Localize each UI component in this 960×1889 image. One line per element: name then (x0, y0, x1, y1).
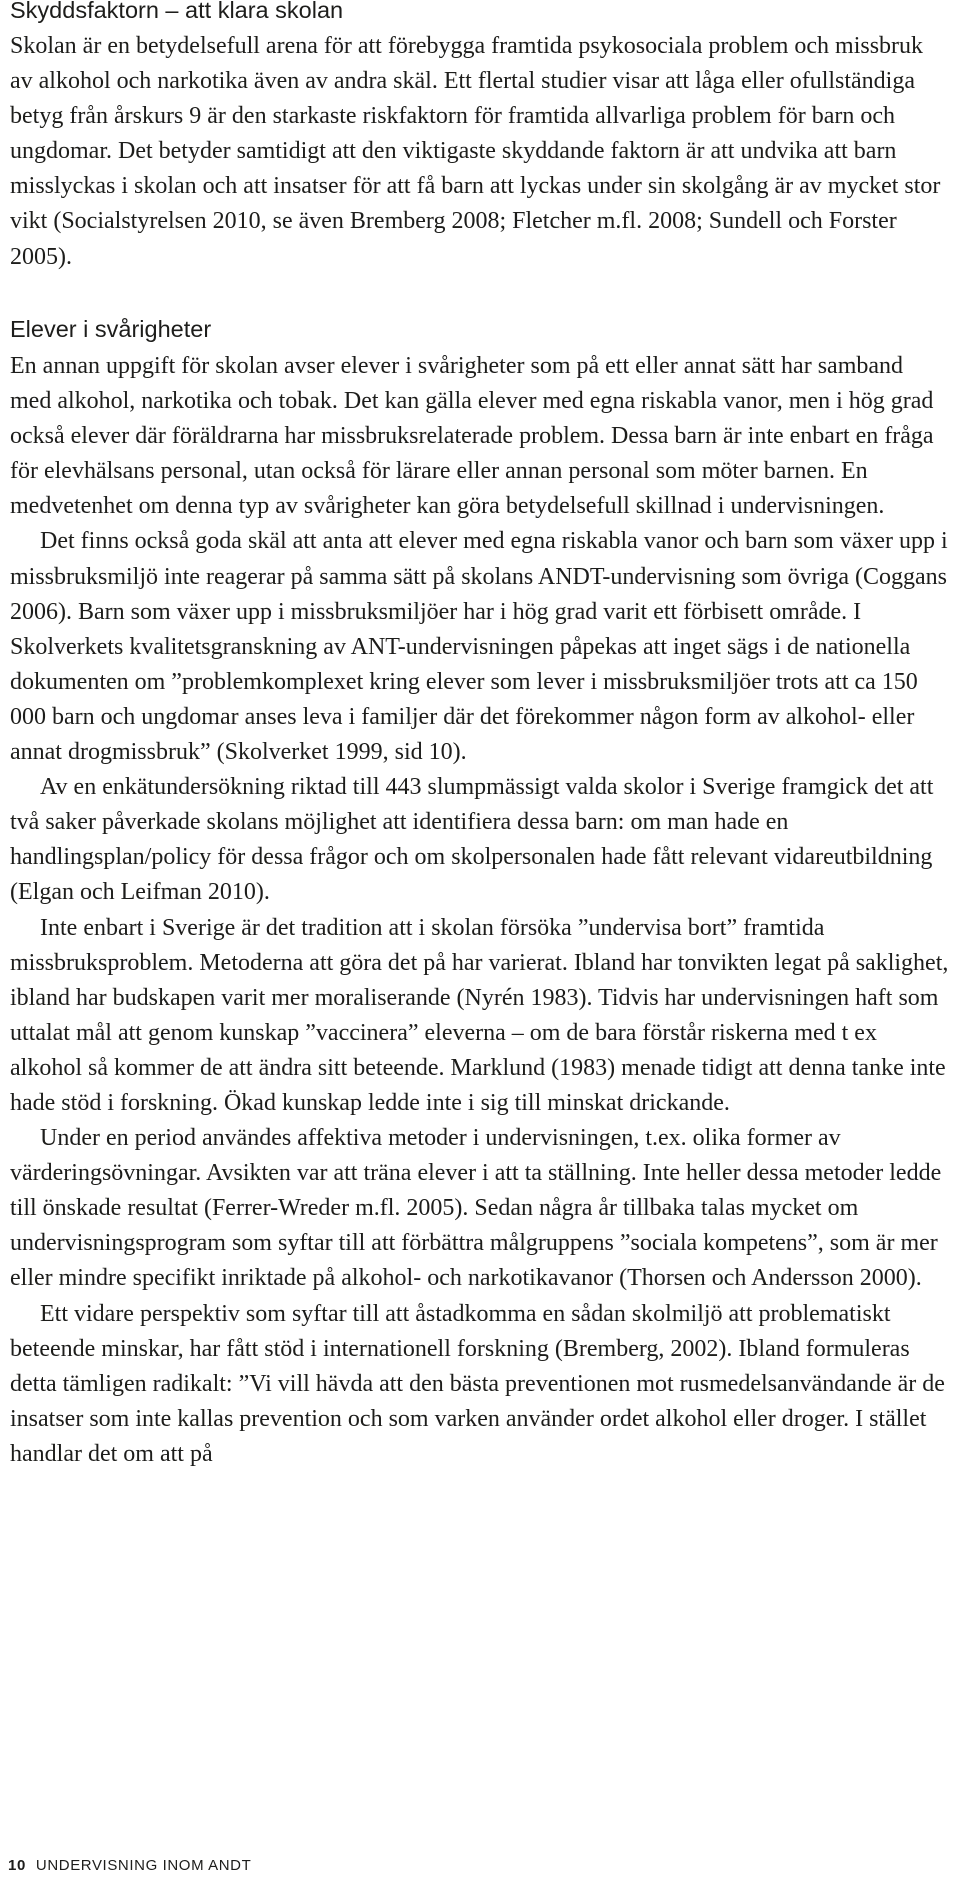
running-title: UNDERVISNING INOM ANDT (35, 1857, 252, 1874)
section-skyddsfaktorn (10, 0, 950, 275)
section-body (10, 349, 950, 1472)
paragraph: Ett vidare perspektiv som syftar till att åstadkomma en sådan skolmiljö att problematiskt beteende minskar, har fått stöd i internationell forskning (Bremberg, 2002). Ibland formuleras detta tämligen radikalt: ”Vi vill hävda att den bästa preventionen mot rusmedelsanvändande är de insatser som inte kallas prevention och som varken använder ordet alkohol eller droger. I stället handlar det om att på (10, 1300, 945, 1467)
page-footer (8, 1856, 251, 1876)
paragraph: Det finns också goda skäl att anta att elever med egna riskabla vanor och barn som växer upp i missbruksmiljö inte reagerar på samma sätt på skolans ANDT-undervisning som övriga (Coggans 2006). Barn som växer upp i missbruksmiljöer har i hög grad varit ett förbisett område. I Skolverkets kvalitetsgranskning av ANT-undervisningen påpekas att inget sägs i de nationella dokumenten om ”problemkomplexet kring elever som lever i missbruksmiljöer trots att ca 150 000 barn och ungdomar anses leva i familjer där det förekommer någon form av alkohol- eller annat drogmissbruk” (Skolverket 1999, sid 10). (10, 528, 948, 766)
paragraph: Skolan är en betydelsefull arena för att förebygga framtida psykosociala problem och missbruk av alkohol och narkotika även av andra skäl. Ett flertal studier visar att låga eller ofullständiga betyg från årskurs 9 är den starkaste riskfaktorn för framtida allvarliga problem för barn och ungdomar. Det betyder samtidigt att den viktigaste skyddande faktorn är att undvika att barn misslyckas i skolan och att insatser för att få barn att lyckas under sin skolgång är av mycket stor vikt (Socialstyrelsen 2010, se även Bremberg 2008; Fletcher m.fl. 2008; Sundell och Forster 2005). (10, 33, 941, 270)
page-number: 10 (8, 1857, 26, 1874)
paragraph: Av en enkätundersökning riktad till 443 slumpmässigt valda skolor i Sverige framgick det att två saker påverkade skolans möjlighet att identifiera dessa barn: om man hade en handlingsplan/policy för dessa frågor och om skolpersonalen hade fått relevant vidareutbildning (Elgan och Leifman 2010). (10, 774, 934, 906)
section-elever-i-svarigheter (10, 315, 950, 1472)
paragraph: En annan uppgift för skolan avser elever i svårigheter som på ett eller annat sätt har samband med alkohol, narkotika och tobak. Det kan gälla elever med egna riskabla vanor, men i hög grad också elever där föräldrarna har missbruksrelaterade problem. Dessa barn är inte enbart en fråga för elevhälsans personal, utan också för lärare eller annan personal som möter barnen. En medvetenhet om denna typ av svårigheter kan göra betydelsefull skillnad i undervisningen. (10, 353, 934, 520)
paragraph: Inte enbart i Sverige är det tradition att i skolan försöka ”undervisa bort” framtida missbruksproblem. Metoderna att göra det på har varierat. Ibland har tonvikten legat på saklighet, ibland har budskapen varit mer moraliserande (Nyrén 1983). Tidvis har undervisningen haft som uttalat mål att genom kunskap ”vaccinera” eleverna – om de bara förstår riskerna med t ex alkohol så kommer de att ändra sitt beteende. Marklund (1983) menade tidigt att denna tanke inte hade stöd i forskning. Ökad kunskap ledde inte i sig till minskat drickande. (10, 914, 949, 1116)
section-heading: Elever i svårigheter (10, 316, 212, 342)
section-body (10, 29, 950, 275)
paragraph: Under en period användes affektiva metoder i undervisningen, t.ex. olika former av värderingsövningar. Avsikten var att träna elever i att ta ställning. Inte heller dessa metoder ledde till önskade resultat (Ferrer-Wreder m.fl. 2005). Sedan några år tillbaka talas mycket om undervisningsprogram som syftar till att förbättra målgruppens ”sociala kompetens”, som är mer eller mindre specifikt inriktade på alkohol- och narkotikavanor (Thorsen och Andersson 2000). (10, 1125, 942, 1292)
section-heading: Skyddsfaktorn – att klara skolan (10, 0, 344, 23)
